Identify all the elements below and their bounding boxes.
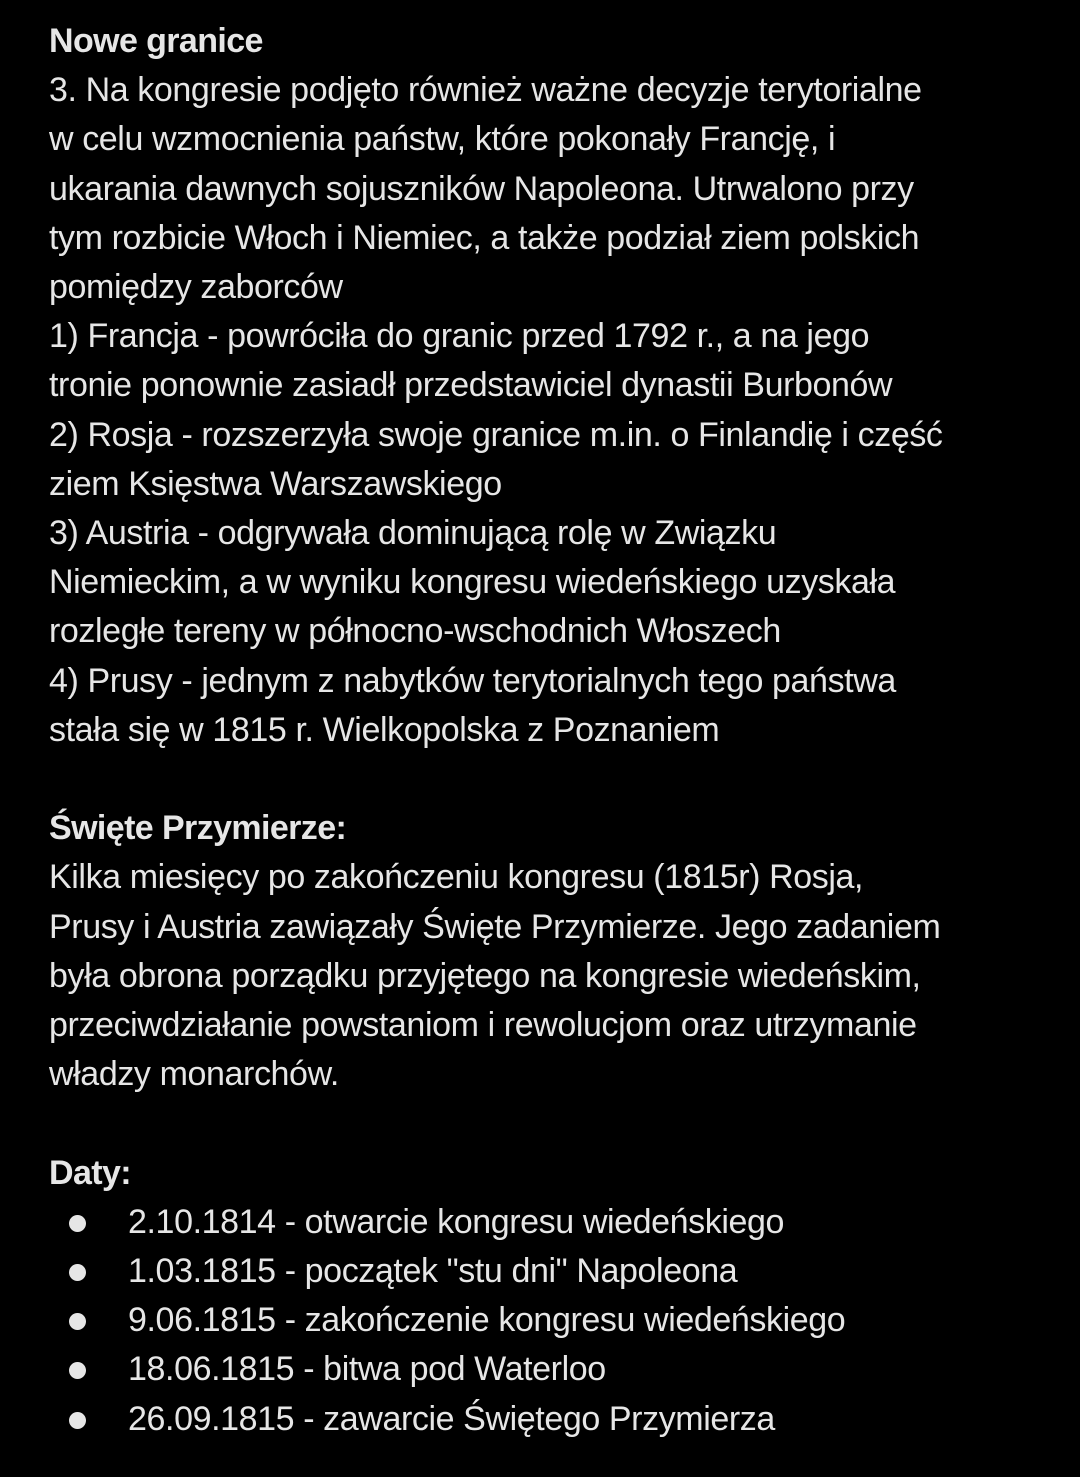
paragraph-line: ukarania dawnych sojuszników Napoleona. Utrwalono przy — [49, 169, 914, 208]
paragraph-line: 4) Prusy - jednym z nabytków terytorialnych tego państwa — [49, 661, 896, 700]
paragraph-line: 2) Rosja - rozszerzyła swoje granice m.in. o Finlandię i część — [49, 415, 943, 454]
paragraph-line: pomiędzy zaborców — [49, 268, 343, 307]
date-item-text: 26.09.1815 - zawarcie Świętego Przymierza — [128, 1399, 775, 1438]
paragraph-line: przeciwdziałanie powstaniom i rewolucjom oraz utrzymanie — [49, 1006, 917, 1045]
date-list-item — [49, 1345, 1040, 1394]
paragraph-line: w celu wzmocnienia państw, które pokonały Francję, i — [49, 120, 836, 159]
bullet-icon — [69, 1362, 86, 1379]
paragraph-line: 1) Francja - powróciła do granic przed 1792 r., a na jego — [49, 317, 870, 356]
date-item-text: 18.06.1815 - bitwa pod Waterloo — [128, 1350, 606, 1389]
section-heading-nowe-granice: Nowe granice — [49, 22, 263, 60]
paragraph-line: była obrona porządku przyjętego na kongresie wiedeńskim, — [49, 956, 921, 995]
paragraph-line: władzy monarchów. — [49, 1055, 339, 1094]
date-list-item — [49, 1247, 1040, 1296]
bullet-icon — [69, 1412, 86, 1429]
paragraph-line: tronie ponownie zasiadł przedstawiciel dynastii Burbonów — [49, 366, 893, 405]
date-list-item — [49, 1395, 1040, 1444]
section-heading-daty: Daty: — [49, 1153, 132, 1192]
paragraph-line: tym rozbicie Włoch i Niemiec, a także podział ziem polskich — [49, 218, 920, 257]
paragraph-line: rozległe tereny w północno-wschodnich Włoszech — [49, 612, 781, 651]
bullet-icon — [69, 1313, 86, 1330]
date-list-item — [49, 1296, 1040, 1345]
dates-list — [49, 1198, 1040, 1444]
paragraph-line: 3) Austria - odgrywała dominującą rolę w Związku — [49, 514, 777, 553]
section-spacer — [49, 755, 1040, 804]
date-item-text: 1.03.1815 - początek "stu dni" Napoleona — [128, 1252, 738, 1291]
paragraph-line: 3. Na kongresie podjęto również ważne decyzje terytorialne — [49, 71, 922, 110]
date-item-text: 9.06.1815 - zakończenie kongresu wiedeńskiego — [128, 1301, 846, 1340]
bullet-icon — [69, 1264, 86, 1281]
paragraph-line: ziem Księstwa Warszawskiego — [49, 464, 502, 503]
section-heading-swiete-przymierze: Święte Przymierze: — [49, 809, 347, 848]
bullet-icon — [69, 1215, 86, 1232]
date-item-text: 2.10.1814 - otwarcie kongresu wiedeńskiego — [128, 1202, 785, 1241]
section-spacer — [49, 1099, 1040, 1148]
paragraph-line: stała się w 1815 r. Wielkopolska z Poznaniem — [49, 710, 720, 749]
paragraph-line: Prusy i Austria zawiązały Święte Przymierze. Jego zadaniem — [49, 907, 941, 946]
paragraph-line: Kilka miesięcy po zakończeniu kongresu (1815r) Rosja, — [49, 858, 864, 897]
paragraph-line: Niemieckim, a w wyniku kongresu wiedeńskiego uzyskała — [49, 563, 896, 602]
date-list-item — [49, 1198, 1040, 1247]
